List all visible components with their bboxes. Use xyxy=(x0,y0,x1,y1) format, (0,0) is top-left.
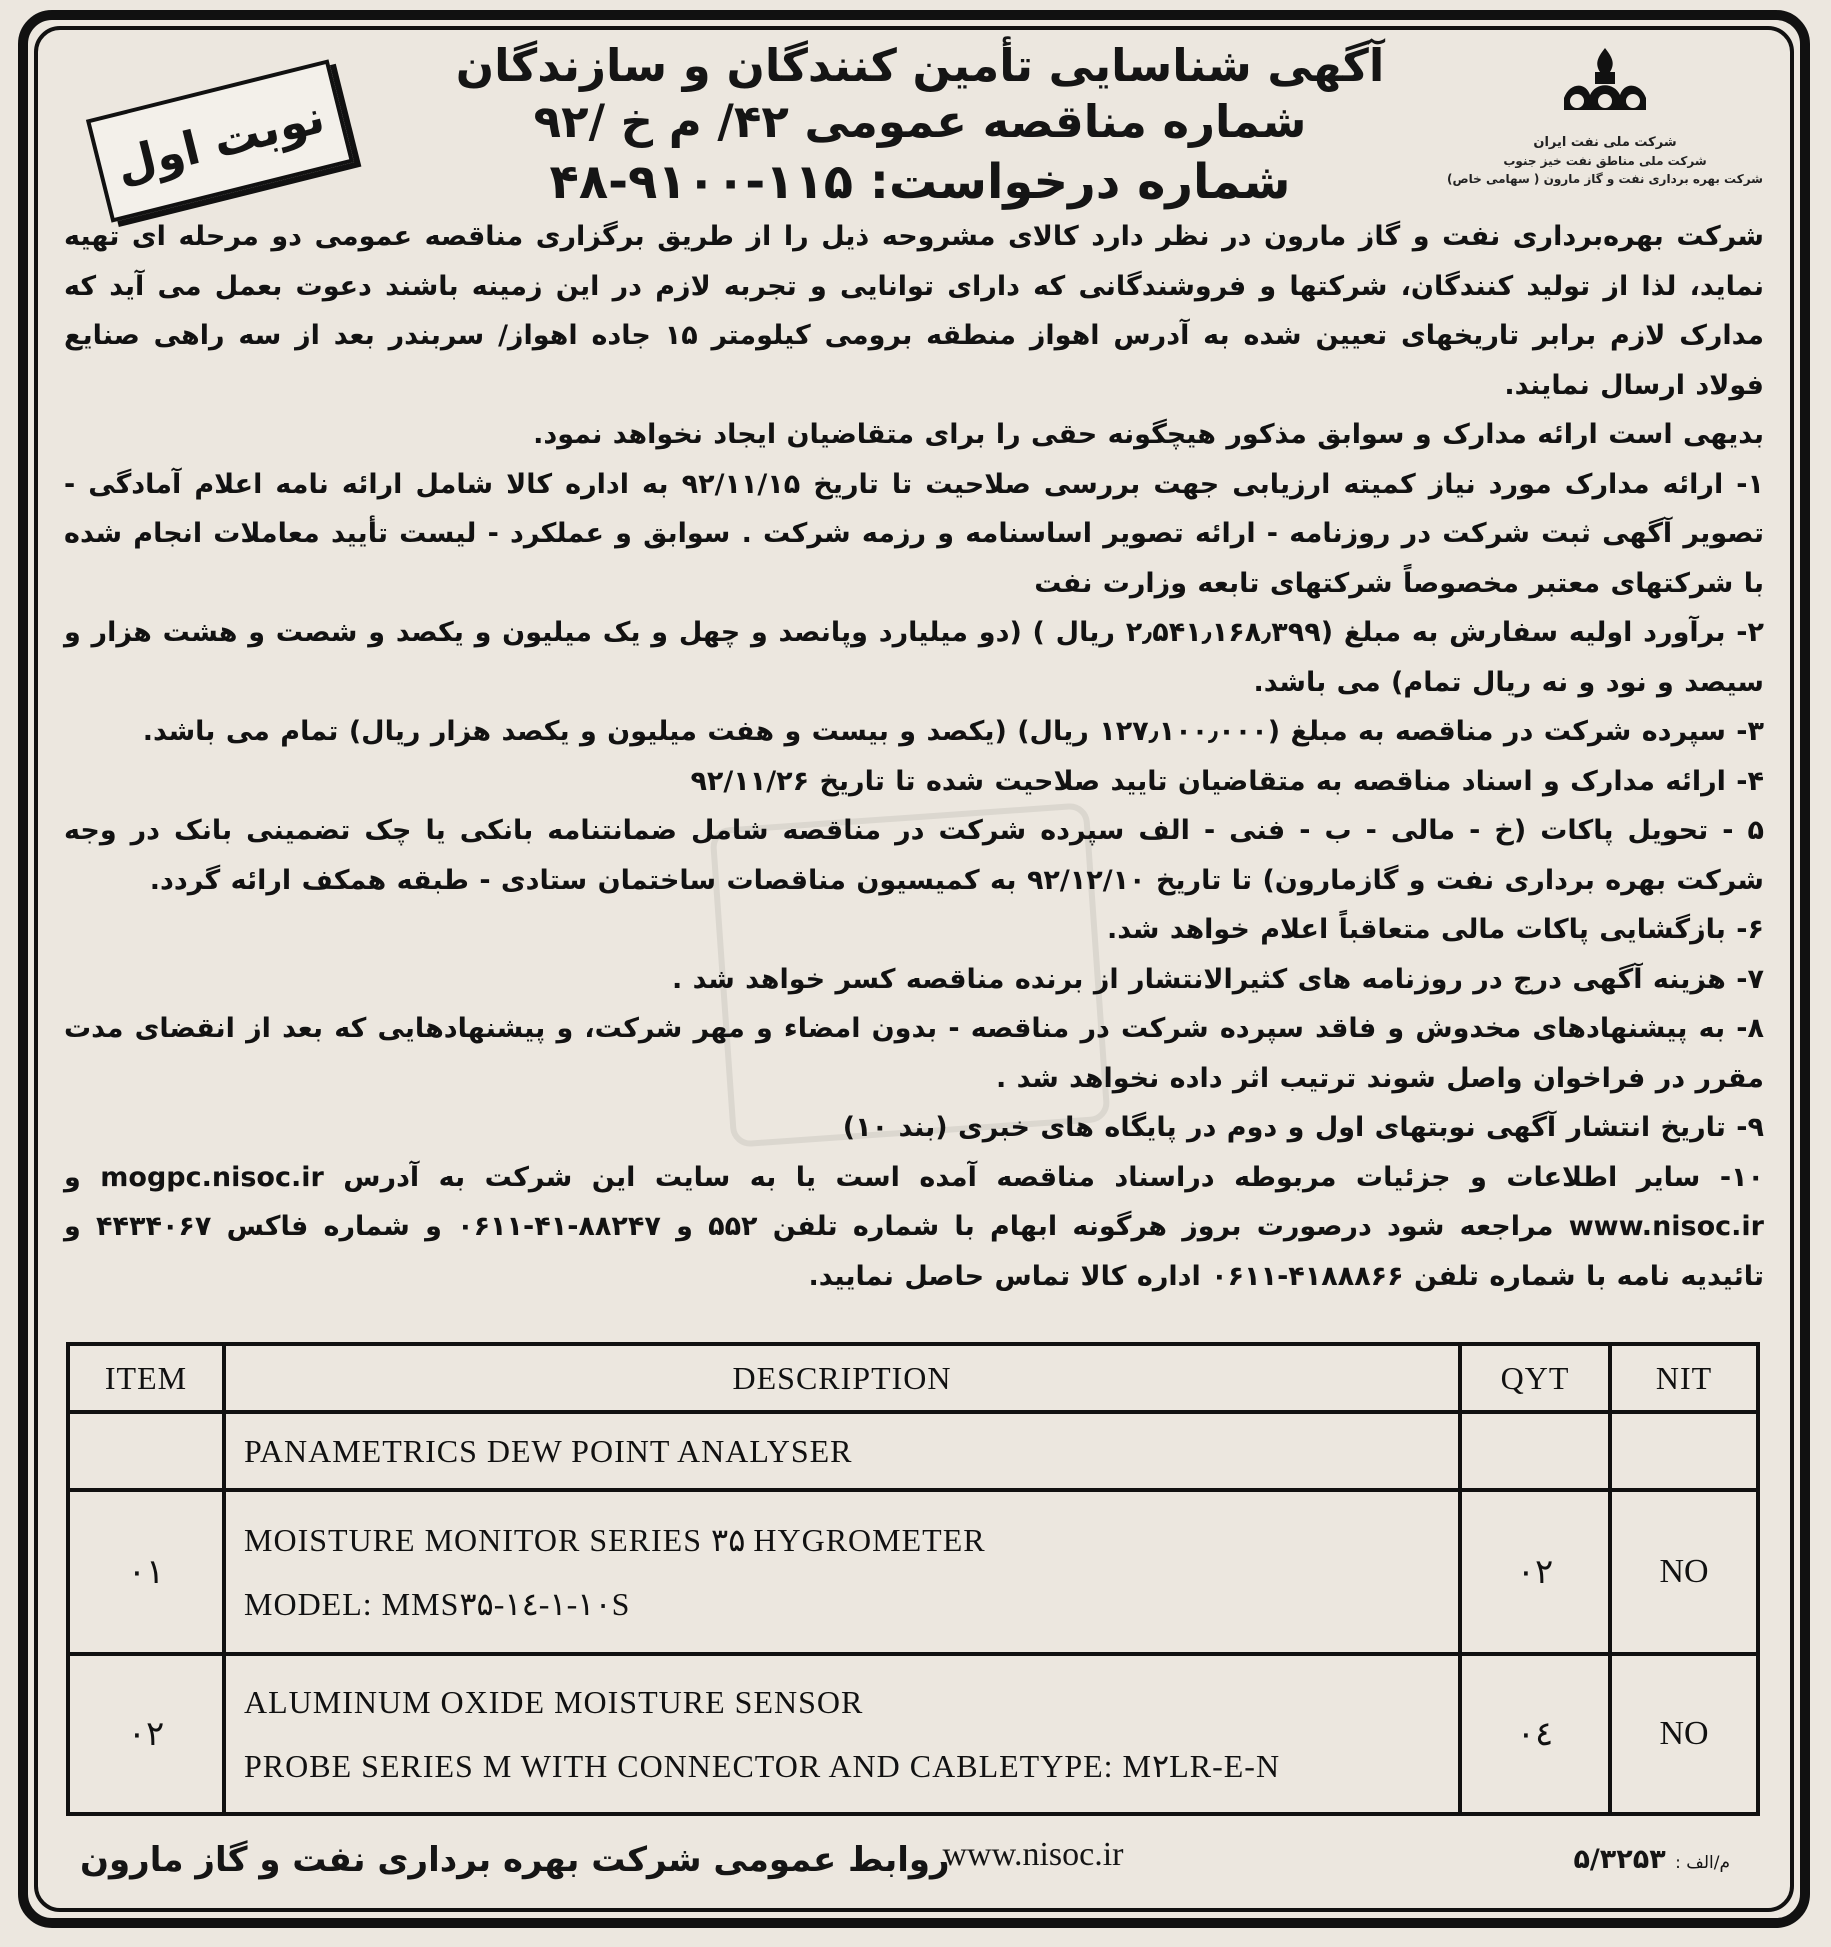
body-paragraph: بدیهی است ارائه مدارک و سوابق مذکور هیچگونه حقی را برای متقاضیان ایجاد نخواهد نمود. xyxy=(533,419,1764,450)
unit-cell: NO xyxy=(1610,1490,1758,1654)
item-cell: ۰۲ xyxy=(68,1654,224,1814)
qty-cell xyxy=(1460,1412,1610,1490)
logo-line-3: شرکت بهره برداری نفت و گاز مارون ( سهامی خاص) xyxy=(1447,172,1763,186)
public-relations-text: روابط عمومی شرکت بهره برداری نفت و گاز مارون xyxy=(80,1840,950,1880)
header-unit: NIT xyxy=(1610,1344,1758,1412)
nioc-logo-icon xyxy=(1550,40,1660,130)
title-line-1: آگهی شناسایی تأمین کنندگان و سازندگان xyxy=(455,39,1385,92)
body-paragraph: ۱- ارائه مدارک مورد نیاز کمیته ارزیابی جهت بررسی صلاحیت تا تاریخ ۹۲/۱۱/۱۵ به اداره کالا شامل ارائه نامه اعلام آمادگی - تصویر آگهی ثبت شرکت در روزنامه - ارائه تصویر اساسنامه و رزمه شرکت . سوابق و عملکرد - لیست تأیید معاملات انجام شده با شرکتهای معتبر مخصوصاً شرکتهای تابعه وزارت نفت xyxy=(64,468,1764,599)
description-line: PANAMETRICS DEW POINT ANALYSER xyxy=(244,1433,853,1469)
description-line: PROBE SERIES M WITH CONNECTOR AND CABLETYPE: M۲LR-E-N xyxy=(244,1748,1281,1784)
header-qty: QYT xyxy=(1460,1344,1610,1412)
description-cell xyxy=(224,1490,1460,1654)
body-paragraph: ۶- بازگشایی پاکات مالی متعاقباً اعلام خواهد شد. xyxy=(1107,914,1764,945)
items-table xyxy=(66,1342,1760,1816)
notice-code xyxy=(1573,1844,1730,1875)
description-line: ALUMINUM OXIDE MOISTURE SENSOR xyxy=(244,1684,864,1720)
description-line: MODEL: MMS۳۵-۱٤-۱-۱۰S xyxy=(244,1586,631,1622)
logo-line-1: شرکت ملی نفت ایران xyxy=(1533,135,1677,150)
table-row xyxy=(68,1654,1758,1814)
description-line: MOISTURE MONITOR SERIES ۳۵ HYGROMETER xyxy=(244,1522,986,1558)
unit-cell xyxy=(1610,1412,1758,1490)
website-link[interactable]: www.nisoc.ir xyxy=(942,1836,1124,1873)
qty-cell: ۰۲ xyxy=(1460,1490,1610,1654)
item-cell: ۰۱ xyxy=(68,1490,224,1654)
description-cell xyxy=(224,1654,1460,1814)
description-cell xyxy=(224,1412,1460,1490)
body-paragraph: ۸- به پیشنهادهای مخدوش و فاقد سپرده شرکت در مناقصه - بدون امضاء و مهر شرکت، و پیشنهادهایی که بعد از انقضای مدت مقرر در فراخوان واصل شوند ترتیب اثر داده نخواهد شد . xyxy=(64,1013,1764,1094)
body-paragraph: ۹- تاریخ انتشار آگهی نوبتهای اول و دوم در پایگاه های خبری (بند ۱۰) xyxy=(842,1112,1764,1143)
body-paragraph: ۴- ارائه مدارک و اسناد مناقصه به متقاضیان تایید صلاحیت شده تا تاریخ ۹۲/۱۱/۲۶ xyxy=(690,765,1764,797)
body-paragraph: ۲- برآورد اولیه سفارش به مبلغ (۲٫۵۴۱٫۱۶۸٫۳۹۹ ریال ) (دو میلیارد وپانصد و چهل و یک میلیون و یکصد و شصت و هشت هزار و سیصد و نود و نه ریال تمام) می باشد. xyxy=(64,617,1764,698)
body-paragraph: شرکت بهره‌برداری نفت و گاز مارون در نظر دارد کالای مشروحه ذیل را از طریق برگزاری مناقصه عمومی دو مرحله ای تهیه نماید، لذا از تولید کنندگان، شرکتها و فروشندگانی که دارای توانایی و تجربه لازم در این زمینه باشند دعوت بعمل می آید که مدارک لازم برابر تاریخهای تعیین شده به آدرس اهواز منطقه برومی کیلومتر ۱۵ جاده اهواز/ سربندر بعد از سه راهی صنایع فولاد ارسال نمایند. xyxy=(64,221,1764,401)
logo-text xyxy=(1440,134,1770,188)
qty-cell: ۰٤ xyxy=(1460,1654,1610,1814)
notice-body xyxy=(64,212,1764,1301)
stamp-text: نوبت اول xyxy=(110,89,330,193)
logo-line-2: شرکت ملی مناطق نفت خیز جنوب xyxy=(1503,154,1707,168)
notice-code-prefix: م/الف : xyxy=(1675,1853,1730,1873)
notice-code-value: ۵/۳۲۵۳ xyxy=(1573,1844,1666,1875)
notice-title xyxy=(420,38,1420,212)
table-row xyxy=(68,1490,1758,1654)
body-paragraph: ۷- هزینه آگهی درج در روزنامه های کثیرالانتشار از برنده مناقصه کسر خواهد شد . xyxy=(671,963,1764,995)
title-line-3: شماره درخواست: ۱۱۵-۹۱۰۰-۴۸ xyxy=(549,154,1291,210)
company-logo-block xyxy=(1440,40,1770,210)
body-paragraph: ۳- سپرده شرکت در مناقصه به مبلغ (۱۲۷٫۱۰۰٫۰۰۰ ریال) (یکصد و بیست و هفت میلیون و یکصد هزار ریال) تمام می باشد. xyxy=(142,716,1764,747)
item-cell xyxy=(68,1412,224,1490)
header-description: DESCRIPTION xyxy=(224,1344,1460,1412)
body-paragraph: ۵ - تحویل پاکات (خ - مالی - ب - فنی - الف سپرده شرکت در مناقصه شامل ضمانتنامه بانکی یا چک تضمینی بانک در وجه شرکت بهره برداری نفت و گازمارون) تا تاریخ ۹۲/۱۲/۱۰ به کمیسیون مناقصات ساختمان ستادی - طبقه همکف ارائه گردد. xyxy=(64,815,1764,896)
body-paragraph: ۱۰- سایر اطلاعات و جزئیات مربوطه دراسناد مناقصه آمده است یا به سایت این شرکت به آدرس mogpc.nisoc.ir و www.nisoc.ir مراجعه شود درصورت بروز هرگونه ابهام با شماره تلفن ۵۵۲ و ۸۸۲۴۷-۴۱-۰۶۱۱ و شماره فاکس ۴۴۳۴۰۶۷ و تائیدیه نامه با شماره تلفن ۴۱۸۸۸۶۶-۰۶۱۱ اداره کالا تماس حاصل نمایید. xyxy=(64,1161,1764,1292)
unit-cell: NO xyxy=(1610,1654,1758,1814)
title-line-2: شماره مناقصه عمومی ۴۲/ م خ /۹۲ xyxy=(533,95,1307,148)
notice-footer xyxy=(70,1836,1760,1890)
table-header-row xyxy=(68,1344,1758,1412)
table-row xyxy=(68,1412,1758,1490)
header-item: ITEM xyxy=(68,1344,224,1412)
